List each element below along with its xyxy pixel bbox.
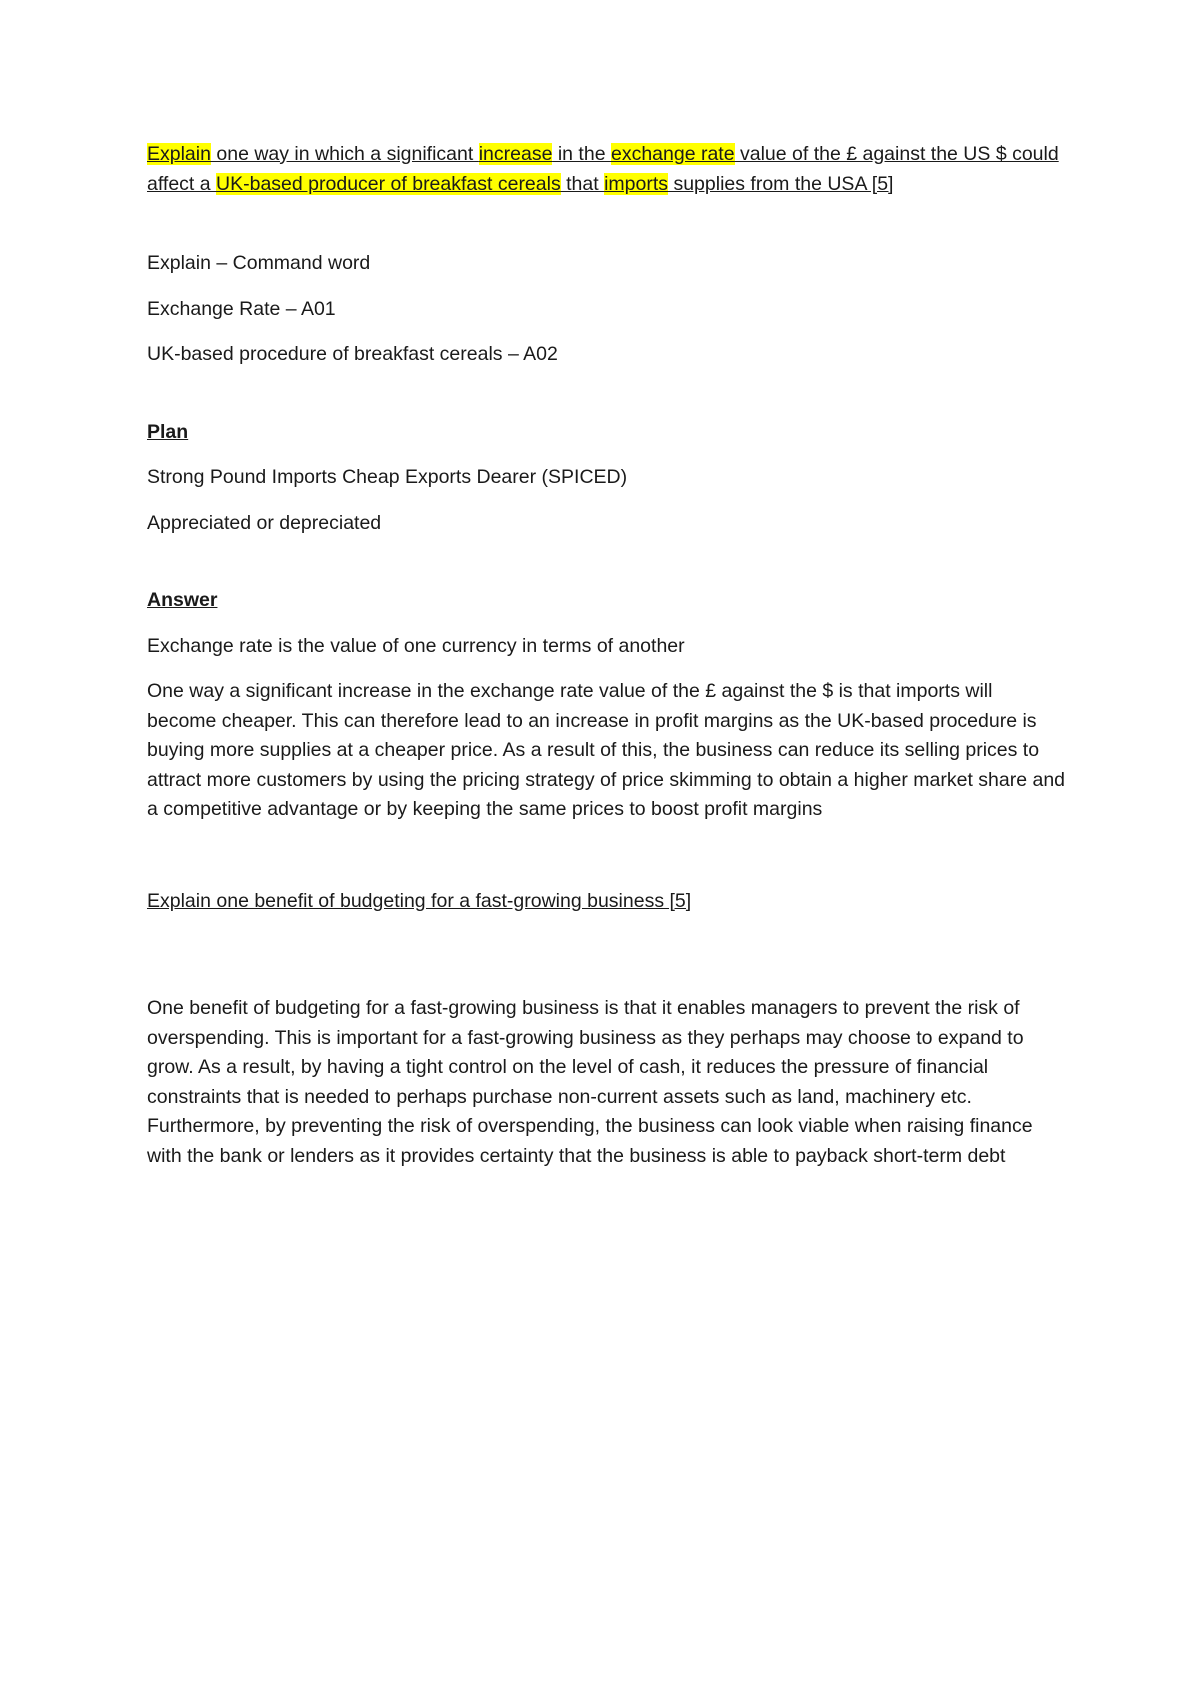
q1-part-2: increase xyxy=(478,143,553,165)
q1-part-7: that xyxy=(560,172,605,195)
note-producer: UK-based procedure of breakfast cereals – A02 xyxy=(147,343,558,365)
q1-part-8: imports xyxy=(604,172,669,195)
answer-heading: Answer xyxy=(147,589,218,611)
plan-heading: Plan xyxy=(147,420,189,443)
document-page xyxy=(147,140,1067,1171)
q1-part-0: Explain xyxy=(147,143,211,165)
plan-line-appreciated: Appreciated or depreciated xyxy=(147,511,382,534)
note-command-word: Explain – Command word xyxy=(147,252,371,274)
question-1 xyxy=(147,140,1067,199)
q1-part-9: supplies from the USA [5] xyxy=(668,172,894,195)
note-exchange-rate: Exchange Rate – A01 xyxy=(147,297,336,320)
q1-part-3: in the xyxy=(552,143,611,165)
answer-definition: Exchange rate is the value of one currency in terms of another xyxy=(147,634,685,657)
question-2: Explain one benefit of budgeting for a fast-growing business [5] xyxy=(147,889,692,912)
q1-part-6: UK-based producer of breakfast cereals xyxy=(216,172,561,195)
answer-body: One way a significant increase in the exchange rate value of the £ against the $ is that imports will become cheaper. This can therefore lead to an increase in profit margins as the UK-based procedure is buying more supplies at a cheaper price. As a result of this, the business can reduce its selling prices to attract more customers by using the pricing strategy of price skimming to obtain a higher market share and a competitive advantage or by keeping the same prices to boost profit margins xyxy=(147,680,1066,820)
q1-part-4: exchange rate xyxy=(610,143,735,165)
q1-part-5: value of the £ against the US $ could affect a xyxy=(147,143,1059,195)
q1-part-1: one way in which a significant xyxy=(210,143,479,165)
plan-line-spiced: Strong Pound Imports Cheap Exports Dearer (SPICED) xyxy=(147,466,628,488)
question-2-answer: One benefit of budgeting for a fast-growing business is that it enables managers to prevent the risk of overspending. This is important for a fast-growing business as they perhaps may choose to expand to grow. As a result, by having a tight control on the level of cash, it reduces the pressure of financial constraints that is needed to perhaps purchase non-current assets such as land, machinery etc. Furthermore, by preventing the risk of overspending, the business can look viable when raising finance with the bank or lenders as it provides certainty that the business is able to payback short-term debt xyxy=(147,997,1033,1167)
